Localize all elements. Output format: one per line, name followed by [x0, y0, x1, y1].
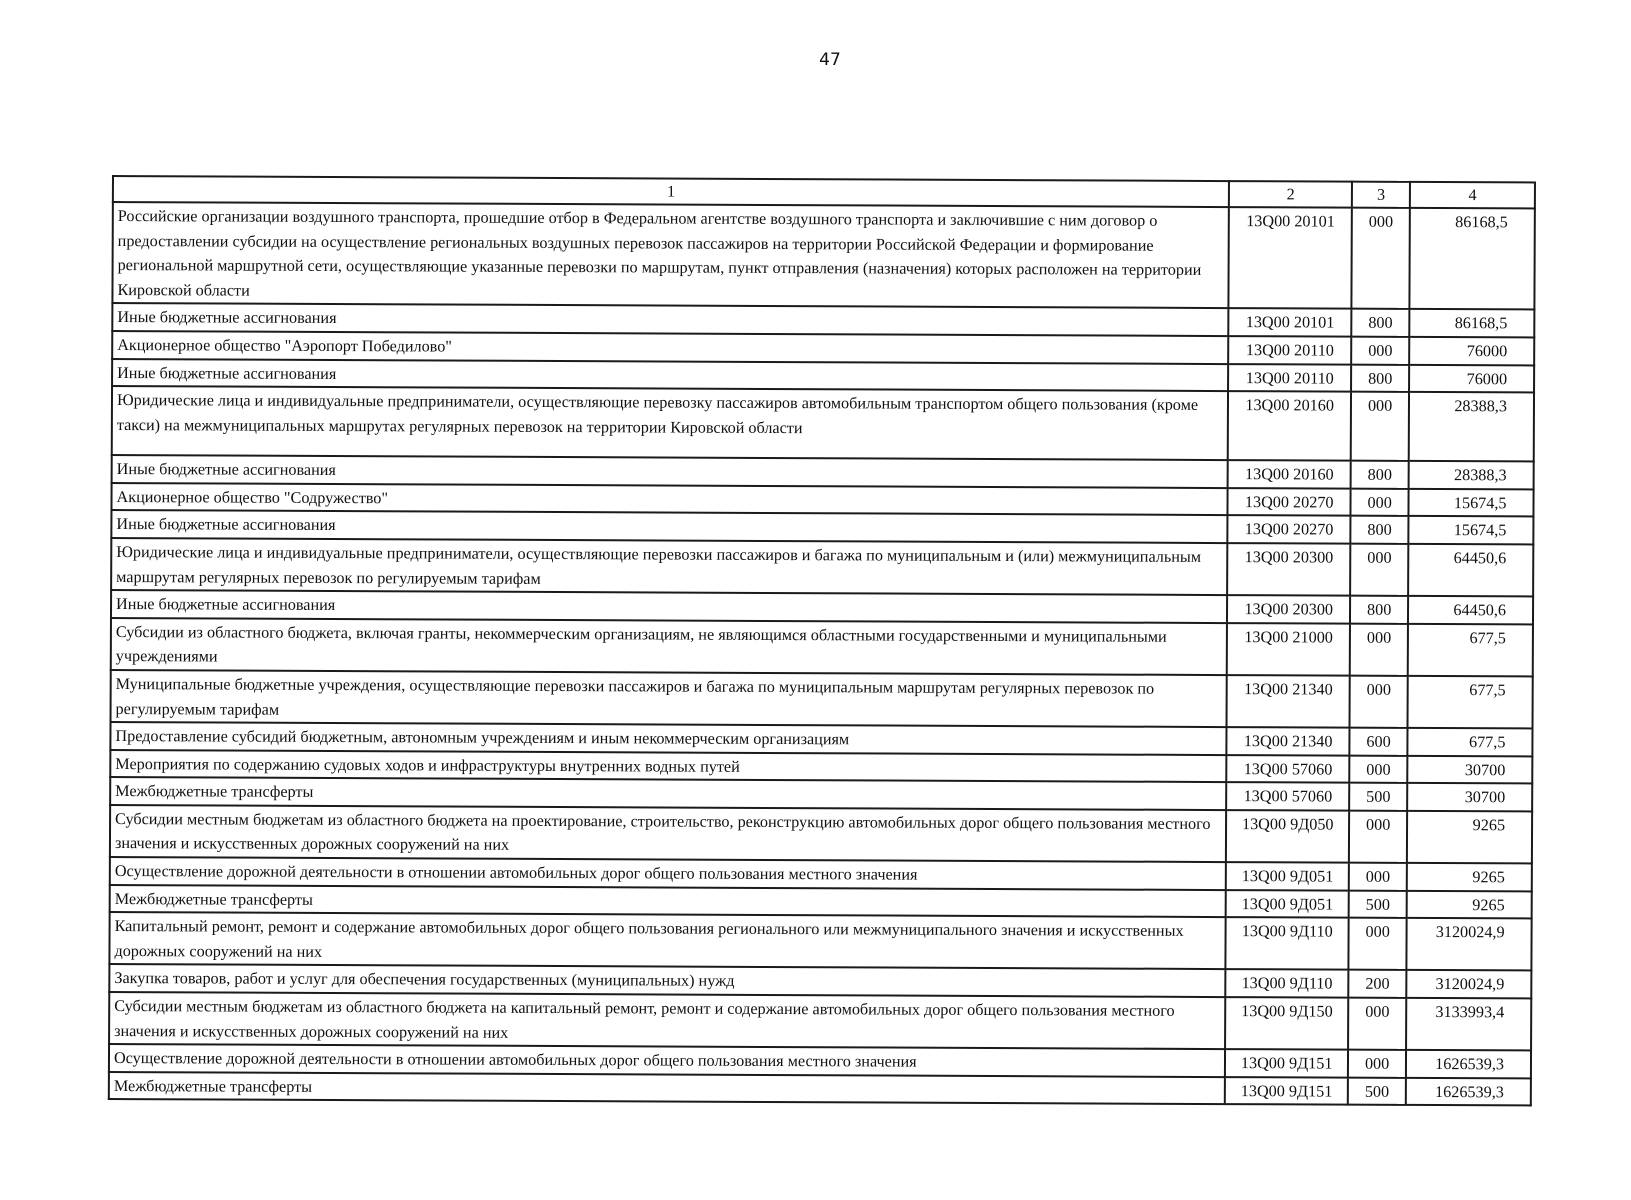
row-name-cell: Осуществление дорожной деятельности в отношении автомобильных дорог общего пользования местного значения — [110, 857, 1227, 890]
table-row — [112, 202, 1534, 310]
row-name-cell: Юридические лица и индивидуальные предприниматели, осуществляющие перевозки пассажиров и багажа по муниципальным и (или) межмуниципальным маршрутам регулярных перевозок по регулируемым тарифам — [111, 538, 1228, 595]
row-name-cell: Иные бюджетные ассигнования — [112, 303, 1229, 336]
row-name-cell: Осуществление дорожной деятельности в отношении автомобильных дорог общего пользования местного значения — [109, 1044, 1226, 1077]
header-cell-type: 3 — [1352, 182, 1410, 208]
page-number: 47 — [819, 50, 841, 70]
row-name-cell: Субсидии из областного бюджета, включая гранты, некоммерческим организациям, не являющимся областными государственными и муниципальными учреждениями — [111, 618, 1228, 675]
row-type-cell: 800 — [1351, 309, 1409, 337]
budget-table — [108, 175, 1536, 1107]
row-type-cell: 000 — [1351, 208, 1410, 310]
table-row — [109, 912, 1531, 971]
row-type-cell: 000 — [1348, 998, 1406, 1050]
row-amount-cell: 15674,5 — [1409, 489, 1534, 517]
row-amount-cell: 86168,5 — [1410, 208, 1535, 310]
header-cell-code: 2 — [1229, 181, 1352, 208]
row-amount-cell: 3120024,9 — [1407, 970, 1532, 998]
row-name-cell: Российские организации воздушного транспорта, прошедшие отбор в Федеральном агентстве воздушного транспорта и заключившие с ним договор о предоставлении субсидии на осуществление региональных воздушных перевозок пассажиров на территории Российской Федерации и формирование региональной маршрутной сети, осуществляющие указанные перевозки по маршрутам, пункт отправления (назначения) которых расположен на территории Кировской области — [112, 202, 1229, 308]
table-row — [110, 805, 1532, 864]
row-code-cell: 13Q00 9Д050 — [1226, 810, 1349, 863]
row-amount-cell: 30700 — [1407, 783, 1532, 811]
table-row — [109, 992, 1531, 1051]
row-amount-cell: 64450,6 — [1408, 544, 1533, 597]
row-code-cell: 13Q00 20101 — [1229, 207, 1352, 309]
table-row — [111, 670, 1533, 729]
row-name-cell: Закупка товаров, работ и услуг для обеспечения государственных (муниципальных) нужд — [109, 964, 1226, 997]
row-code-cell: 13Q00 21340 — [1227, 727, 1350, 755]
row-name-cell: Субсидии местным бюджетам из областного бюджета на проектирование, строительство, реконструкцию автомобильных дорог общего пользования местного значения и искусственных дорожных сооружений на них — [110, 805, 1227, 862]
row-amount-cell: 9265 — [1407, 891, 1532, 919]
row-code-cell: 13Q00 20300 — [1227, 595, 1350, 623]
row-code-cell: 13Q00 20270 — [1228, 515, 1351, 543]
row-type-cell: 000 — [1349, 810, 1407, 862]
header-cell-amount: 4 — [1410, 182, 1535, 209]
row-code-cell: 13Q00 9Д051 — [1226, 862, 1349, 890]
row-code-cell: 13Q00 9Д151 — [1225, 1077, 1348, 1105]
row-amount-cell: 3120024,9 — [1407, 918, 1532, 971]
row-code-cell: 13Q00 20160 — [1228, 460, 1351, 488]
row-amount-cell: 1626539,3 — [1406, 1078, 1531, 1106]
row-name-cell: Межбюджетные трансферты — [110, 777, 1227, 810]
row-name-cell: Капитальный ремонт, ремонт и содержание автомобильных дорог общего пользования регионального или межмуниципального значения и искусственных дорожных сооружений на них — [109, 912, 1226, 969]
row-amount-cell: 86168,5 — [1410, 309, 1535, 337]
row-type-cell: 000 — [1350, 623, 1408, 675]
row-amount-cell: 28388,3 — [1409, 392, 1534, 462]
row-code-cell: 13Q00 20270 — [1228, 488, 1351, 516]
row-amount-cell: 677,5 — [1408, 676, 1533, 729]
row-name-cell: Иные бюджетные ассигнования — [112, 359, 1229, 392]
row-code-cell: 13Q00 9Д150 — [1225, 997, 1348, 1050]
row-amount-cell: 677,5 — [1408, 624, 1533, 677]
row-type-cell: 800 — [1350, 516, 1408, 544]
row-name-cell: Акционерное общество "Аэропорт Победилово" — [112, 331, 1229, 364]
row-amount-cell: 28388,3 — [1409, 461, 1534, 489]
row-name-cell: Межбюджетные трансферты — [110, 885, 1227, 918]
row-name-cell: Субсидии местным бюджетам из областного бюджета на капитальный ремонт, ремонт и содержание автомобильных дорог общего пользования местного значения и искусственных дорожных сооружений на них — [109, 992, 1226, 1049]
row-type-cell: 000 — [1351, 392, 1410, 461]
row-code-cell: 13Q00 20110 — [1229, 336, 1352, 364]
row-type-cell: 000 — [1348, 918, 1406, 970]
table-row — [111, 618, 1533, 677]
table-row — [112, 386, 1534, 461]
row-type-cell: 000 — [1349, 863, 1407, 891]
row-type-cell: 800 — [1351, 364, 1409, 392]
row-code-cell: 13Q00 9Д110 — [1226, 969, 1349, 997]
row-name-cell: Межбюджетные трансферты — [109, 1072, 1226, 1105]
row-amount-cell: 76000 — [1409, 364, 1534, 392]
row-code-cell: 13Q00 20160 — [1228, 391, 1351, 461]
row-amount-cell: 9265 — [1407, 863, 1532, 891]
row-code-cell: 13Q00 9Д051 — [1226, 890, 1349, 918]
row-name-cell: Иные бюджетные ассигнования — [111, 510, 1228, 543]
row-name-cell: Мероприятия по содержанию судовых ходов и инфраструктуры внутренних водных путей — [110, 750, 1227, 783]
row-type-cell: 000 — [1351, 488, 1409, 516]
header-cell-name: 1 — [113, 176, 1229, 207]
row-type-cell: 000 — [1349, 755, 1407, 783]
row-type-cell: 800 — [1351, 461, 1409, 489]
row-amount-cell: 1626539,3 — [1406, 1050, 1531, 1078]
row-amount-cell: 15674,5 — [1409, 516, 1534, 544]
row-name-cell: Юридические лица и индивидуальные предприниматели, осуществляющие перевозку пассажиров автомобильным транспортом общего пользования (кроме такси) на межмуниципальных маршрутах регулярных перевозок на территории Кировской области — [112, 386, 1229, 460]
row-type-cell: 000 — [1351, 337, 1409, 365]
row-code-cell: 13Q00 21000 — [1227, 623, 1350, 676]
row-name-cell: Муниципальные бюджетные учреждения, осуществляющие перевозки пассажиров и багажа по муниципальным маршрутам регулярных перевозок по регулируемым тарифам — [111, 670, 1228, 727]
row-type-cell: 200 — [1348, 970, 1406, 998]
row-name-cell: Иные бюджетные ассигнования — [112, 455, 1229, 488]
row-name-cell: Акционерное общество "Содружество" — [111, 483, 1228, 516]
row-name-cell: Иные бюджетные ассигнования — [111, 590, 1228, 623]
row-amount-cell: 9265 — [1407, 811, 1532, 864]
row-code-cell: 13Q00 9Д151 — [1225, 1049, 1348, 1077]
row-code-cell: 13Q00 9Д110 — [1226, 917, 1349, 970]
row-code-cell: 13Q00 57060 — [1227, 782, 1350, 810]
table-body — [109, 202, 1535, 1106]
row-type-cell: 500 — [1348, 1077, 1406, 1105]
row-code-cell: 13Q00 21340 — [1227, 675, 1350, 728]
row-amount-cell: 3133993,4 — [1406, 998, 1531, 1051]
row-amount-cell: 677,5 — [1408, 728, 1533, 756]
table-row — [109, 1072, 1531, 1106]
row-name-cell: Предоставление субсидий бюджетным, автономным учреждениям и иным некоммерческим организациям — [110, 722, 1227, 755]
row-amount-cell: 76000 — [1409, 337, 1534, 365]
row-amount-cell: 30700 — [1408, 756, 1533, 784]
row-type-cell: 500 — [1349, 783, 1407, 811]
row-type-cell: 000 — [1348, 1050, 1406, 1078]
row-code-cell: 13Q00 57060 — [1227, 755, 1350, 783]
row-type-cell: 500 — [1349, 890, 1407, 918]
row-type-cell: 000 — [1350, 544, 1408, 596]
row-amount-cell: 64450,6 — [1408, 596, 1533, 624]
row-type-cell: 800 — [1350, 596, 1408, 624]
row-type-cell: 000 — [1350, 676, 1408, 728]
row-code-cell: 13Q00 20101 — [1229, 308, 1352, 336]
table-row — [111, 538, 1533, 597]
row-type-cell: 600 — [1349, 728, 1407, 756]
row-code-cell: 13Q00 20300 — [1227, 543, 1350, 596]
row-code-cell: 13Q00 20110 — [1228, 364, 1351, 392]
